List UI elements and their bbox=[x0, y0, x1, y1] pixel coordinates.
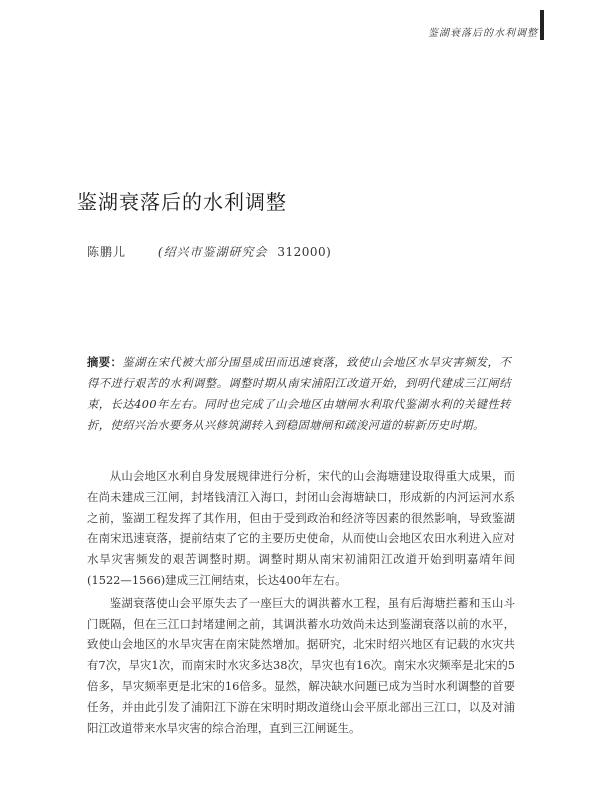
body-paragraph-1: 从山会地区水利自身发展规律进行分析，宋代的山会海塘建设取得重大成果，而在尚未建成三江闸，封堵钱清江入海口，封闭山会海塘缺口，形成新的内河运河水系之前，鉴湖工程发挥了其作用，但由于受到政治和经济等因素的很然影响，导致鉴湖在南宋迅速衰落，提前结束了它的主要历史使命，从而使山会地区农田水利进入应对水旱灾害频发的艰苦调整时期。调整时期从南宋初浦阳江改道开始到明嘉靖年间(1522—1566)建成三江闸结束，长达400年左右。 bbox=[87, 469, 515, 587]
article-title: 鉴湖衰落后的水利调整 bbox=[77, 190, 287, 214]
abstract-label: 摘要： bbox=[87, 355, 123, 369]
author-affiliation: (绍兴市鉴湖研究会 bbox=[157, 245, 268, 259]
postcode: 312000) bbox=[277, 245, 332, 259]
running-head: 鉴湖衰落后的水利调整 bbox=[428, 28, 538, 39]
running-head-bar bbox=[540, 14, 544, 40]
body-paragraph-2: 鉴湖衰落使山会平原失去了一座巨大的调洪蓄水工程，虽有后海塘拦蓄和玉山斗门既隔，但在三江口封堵建闸之前，其调洪蓄水功效尚未达到鉴湖衰落以前的水平，致使山会地区的水旱灾害在南宋陡然增加。据研究，北宋时绍兴地区有记载的水灾共有7次，旱灾1次，而南宋时水灾多达38次，旱灾也有16次。南宋水灾频率是北宋的5倍多，旱灾频率更是北宋的16倍多。显然，解决缺水问题已成为当时水利调整的首要任务，并由此引发了浦阳江下游在宋明时期改道绕山会平原北部出三江口，以及对浦阳江改道带来水旱灾害的综合治理，直到三江闸诞生。 bbox=[87, 595, 515, 735]
author-name: 陈鹏儿 bbox=[87, 245, 127, 259]
abstract bbox=[87, 352, 511, 436]
abstract-text: 鉴湖在宋代被大部分围垦成田而迅速衰落，致使山会地区水旱灾害频发，不得不进行艰苦的水利调整。调整时期从南宋浦阳江改道开始，到明代建成三江闸结束，长达400年左右。同时也完成了山会地区由塘闸水利取代鉴湖水利的关键性转折，使绍兴治水要务从兴修筑湖转入到稳固塘闸和疏浚河道的崭新历史时期。 bbox=[87, 356, 511, 432]
byline bbox=[87, 243, 331, 260]
body-text bbox=[87, 466, 515, 740]
